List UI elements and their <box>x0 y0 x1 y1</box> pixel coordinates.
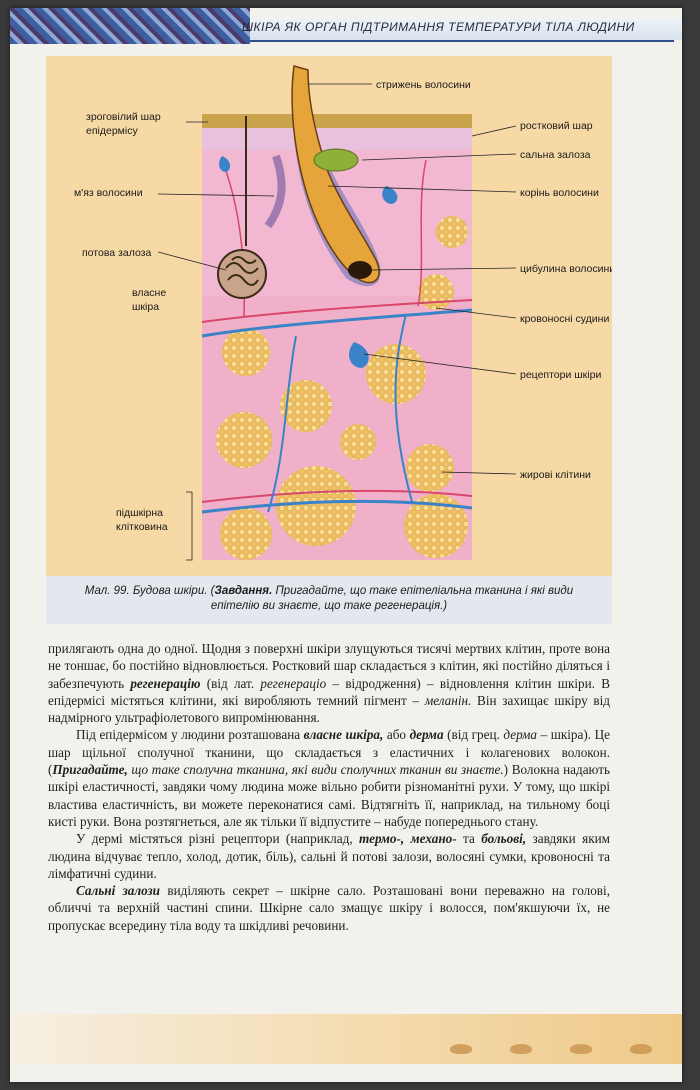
skin-diagram <box>46 56 612 576</box>
label-subcutaneous-2: клітковина <box>116 521 168 533</box>
header-rule <box>250 40 674 42</box>
growth-layer <box>202 128 472 150</box>
footprint-icon <box>570 1044 592 1054</box>
label-dermis-1: власне <box>132 287 167 299</box>
label-hair-shaft: стрижень волосини <box>376 79 471 91</box>
term-thermo-mechano: термо-, механо- <box>359 831 457 847</box>
label-horny-layer-2: епідермісу <box>86 125 138 137</box>
term-derma: дерма <box>409 727 444 743</box>
label-blood-vessels: кровоносні судини <box>520 313 610 325</box>
p1-text-e: – відродження) – відновлення клітин шкіри. В епідермісі містяться клітини, які виробляють темний пігмент – <box>48 675 610 708</box>
caption-rest: Пригадайте, що таке епітеліальна тканина і які види епітелію ви знаєте, що таке регенерація.) <box>210 585 574 612</box>
p2-text-a: Під епідермісом у людини розташована <box>76 727 304 743</box>
caption-prefix: Мал. 99. Будова шкіри. ( <box>84 585 215 597</box>
term-regeneration: регенерацію <box>130 675 201 691</box>
label-hair-root: корінь волосини <box>520 187 599 199</box>
p2-text-c: або <box>383 727 410 743</box>
term-pain: больові, <box>481 831 527 847</box>
label-dermis-2: шкіра <box>132 301 160 313</box>
footer-band <box>10 1014 682 1064</box>
body-text <box>48 640 610 934</box>
term-dermis-own: власне шкіра, <box>303 727 384 743</box>
label-skin-receptors: рецептори шкіри <box>520 369 602 381</box>
p3-text-e: завдяки яким людина відчуває тепло, холод, дотик, біль), сальні й потові залози, волосяні сумки, кровоносні та лімфатичні судини. <box>48 831 611 881</box>
footprint-icon <box>450 1044 472 1054</box>
p2-text-g: – шкіра). Це шар щільної сполучної тканини, що складається з еластичних і колагенових волокон. ( <box>48 727 610 778</box>
paragraph-2 <box>48 726 610 830</box>
label-hair-bulb: цибулина волосини <box>520 263 612 275</box>
label-horny-layer-1: зроговілий шар <box>86 111 161 123</box>
p2-task-text: що таке сполучна тканина, які види сполучних тканин ви знаєте. <box>127 762 504 778</box>
term-derma-greek: дерма <box>503 727 538 743</box>
p2-text-e: (від грец. <box>443 727 504 743</box>
label-fat-cells: жирові клітини <box>520 469 591 481</box>
footprint-icon <box>630 1044 652 1054</box>
paragraph-4 <box>48 882 610 934</box>
skin-structure-figure <box>46 56 612 576</box>
term-melanin: меланін. <box>424 692 472 708</box>
p4-text-b: виділяють секрет – шкірне сало. Розташовані вони переважно на голові, обличчі та верхній частині спини. Шкірне сало змащує шкіру і волосся, пом'якшуючи їх, не пропускає всередину тіла воду та шкідливі речовини. <box>48 883 610 933</box>
hair-bulb <box>348 261 372 279</box>
sebaceous-gland <box>314 149 358 171</box>
p1-text-c: (від лат. <box>200 675 261 691</box>
figure-caption <box>46 576 612 624</box>
caption-task: Завдання. <box>214 585 273 597</box>
term-recall: Пригадайте, <box>52 762 128 778</box>
label-sweat-gland: потова залоза <box>82 247 152 259</box>
label-subcutaneous-1: підшкірна <box>116 507 163 519</box>
label-growth-layer: ростковий шар <box>520 120 593 132</box>
footprint-icon <box>510 1044 532 1054</box>
label-sebaceous-gland: сальна залоза <box>520 149 591 161</box>
p3-text-c: та <box>456 831 482 847</box>
p3-text-a: У дермі містяться різні рецептори (наприклад, <box>76 831 360 847</box>
term-sebaceous-glands: Сальні залози <box>76 883 161 899</box>
header-ornament <box>10 8 250 44</box>
paragraph-1 <box>48 640 610 726</box>
horny-layer <box>202 114 472 128</box>
textbook-page <box>10 8 682 1082</box>
running-title: ШКІРА ЯК ОРГАН ПІДТРИМАННЯ ТЕМПЕРАТУРИ ТІЛА ЛЮДИНИ <box>242 20 635 34</box>
paragraph-3 <box>48 830 610 882</box>
p1-text-a: прилягають одна до одної. Щодня з поверхні шкіри злущуються тисячі мертвих клітин, проте вона не тоншає, бо постійно відновлюється. Ростковий шар складається з клітин, які постійно діляться і забезпечують <box>48 641 610 691</box>
label-hair-muscle: м'яз волосини <box>74 187 143 199</box>
p1-text-g: Він захищає шкіру від надмірного ультрафіолетового випромінювання. <box>48 692 610 726</box>
p2-text-j: ) Волокна надають шкірі еластичності, завдяки чому людина може вільно робити різноманітні рухи. У тому, що шкірі властива еластичність, ви можете переконатися самі. Відтягніть її, наприклад, на тильному боці кисті руки. Вона розтягнеться, але як тільки її відпустите – набуде попереднього стану. <box>48 762 610 829</box>
term-latin: регенераціо <box>260 675 327 691</box>
